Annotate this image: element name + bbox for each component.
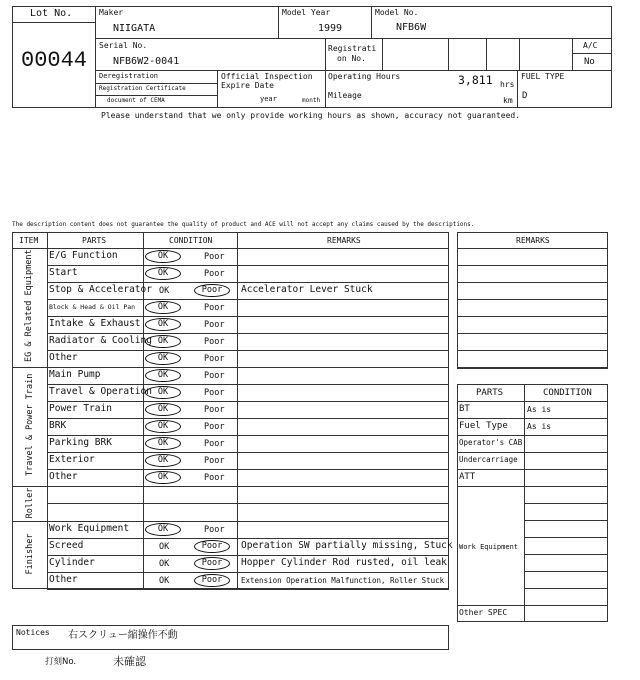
inspection-label-2: Expire Date (221, 81, 274, 90)
group-label-travel: Travel & Power Train (25, 373, 35, 476)
poor-mark: Poor (204, 337, 225, 347)
year-label: year (260, 95, 277, 103)
work-equipment-label: Work Equipment (459, 543, 519, 551)
ok-mark: OK (145, 267, 181, 280)
poor-mark: Poor (204, 388, 225, 398)
other-spec-label: Other SPEC (459, 608, 508, 617)
poor-mark: Poor (204, 354, 225, 364)
fuel-type-value: D (522, 91, 528, 101)
right-part-condition: As is (527, 405, 552, 414)
group-label-finisher: Finisher (25, 533, 35, 575)
remark-text: Hopper Cylinder Rod rusted, oil leak (241, 557, 447, 568)
right-part-condition: As is (527, 422, 552, 431)
ok-mark: OK (145, 420, 181, 433)
right-part-name: BT (459, 404, 470, 414)
ok-mark: OK (145, 318, 181, 331)
right-condition-header: CONDITION (543, 388, 592, 398)
group-label-eg: EG & Related Equipment (24, 249, 34, 362)
maker-label: Maker (99, 8, 124, 17)
poor-mark: Poor (204, 456, 225, 466)
inspection-label-1: Official Inspection (221, 72, 313, 81)
registration-label-2: on No. (337, 54, 366, 63)
stamp-value: 未確認 (113, 655, 146, 668)
ok-mark: OK (145, 335, 181, 348)
poor-mark: Poor (194, 284, 230, 297)
part-name: Other (49, 574, 78, 585)
part-name: Work Equipment (49, 523, 130, 534)
notices-label: Notices (16, 628, 50, 637)
model-year-label: Model Year (282, 8, 331, 17)
col-header-remarks: REMARKS (327, 236, 361, 245)
part-name: E/G Function (49, 250, 118, 261)
remark-text: Extension Operation Malfunction, Roller Stuck (241, 576, 445, 585)
serial-label: Serial No. (99, 41, 148, 50)
registration-label-1: Registrati (328, 44, 377, 53)
part-name: Travel & Operation (49, 386, 152, 397)
poor-mark: Poor (204, 439, 225, 449)
poor-mark: Poor (194, 540, 230, 553)
ok-mark: OK (159, 542, 170, 552)
ok-mark: OK (145, 471, 181, 484)
operating-hours-value: 3,811 (458, 73, 493, 87)
deregistration-label: Deregistration (99, 72, 159, 80)
stamp-label: 打刻No. (45, 657, 77, 667)
right-part-name: Undercarriage (459, 455, 518, 464)
hours-notice: Please understand that we only provide working hours as shown, accuracy not guaranteed. (101, 111, 521, 120)
model-year-value: 1999 (318, 23, 343, 34)
poor-mark: Poor (204, 473, 225, 483)
part-name: Start (49, 267, 78, 278)
col-header-parts: PARTS (82, 236, 107, 245)
group-label-roller: Roller (25, 487, 35, 519)
maker-value: NIIGATA (113, 23, 156, 34)
month-label: month (302, 97, 321, 104)
ok-mark: OK (145, 454, 181, 467)
reg-cert-label: Registration Certificate (99, 85, 186, 92)
mileage-label: Mileage (328, 91, 362, 100)
cema-label: document of CEMA (107, 97, 165, 104)
description-notice: The description content does not guarantee the quality of product and ACE will not accept any claims caused by the descriptions. (12, 221, 475, 228)
part-name: Block & Head & Oil Pan (49, 303, 136, 311)
model-no-label: Model No. (375, 8, 419, 17)
poor-mark: Poor (194, 557, 230, 570)
part-name: Parking BRK (49, 437, 112, 448)
ok-mark: OK (145, 437, 181, 450)
ok-mark: OK (159, 576, 170, 586)
fuel-type-label: FUEL TYPE (521, 72, 565, 81)
lot-number: 00044 (21, 48, 88, 73)
part-name: Other (49, 352, 78, 363)
right-part-name: Operator's CAB (459, 438, 523, 447)
part-name: Exterior (49, 454, 95, 465)
part-name: Stop & Accelerator (49, 284, 152, 295)
poor-mark: Poor (204, 525, 225, 535)
poor-mark: Poor (204, 371, 225, 381)
right-parts-header: PARTS (476, 388, 504, 398)
part-name: Cylinder (49, 557, 95, 568)
ok-mark: OK (145, 369, 181, 382)
part-name: Main Pump (49, 369, 101, 380)
serial-value: NFB6W2-0041 (113, 56, 180, 67)
hrs-unit: hrs (500, 80, 515, 89)
poor-mark: Poor (204, 422, 225, 432)
model-no-value: NFB6W (396, 22, 427, 33)
lot-label: Lot No. (30, 8, 73, 19)
km-unit: km (503, 96, 513, 105)
part-name: BRK (49, 420, 67, 431)
poor-mark: Poor (204, 269, 225, 279)
right-part-name: ATT (459, 472, 476, 482)
ok-mark: OK (145, 523, 181, 536)
part-name: Power Train (49, 403, 112, 414)
part-name: Radiator & Cooling (49, 335, 152, 346)
ok-mark: OK (145, 301, 181, 314)
remark-text: Accelerator Lever Stuck (241, 284, 373, 295)
ok-mark: OK (145, 250, 181, 263)
ok-mark: OK (145, 386, 181, 399)
ok-mark: OK (145, 403, 181, 416)
ac-label: A/C (583, 41, 598, 50)
col-header-condition: CONDITION (169, 236, 213, 245)
poor-mark: Poor (204, 405, 225, 415)
part-name: Screed (49, 540, 84, 551)
ok-mark: OK (145, 352, 181, 365)
ok-mark: OK (159, 559, 170, 569)
poor-mark: Poor (204, 303, 225, 313)
ac-value: No (584, 57, 595, 67)
right-remarks-label: REMARKS (516, 236, 550, 245)
col-header-item: ITEM (19, 236, 39, 245)
poor-mark: Poor (194, 574, 230, 587)
poor-mark: Poor (204, 252, 225, 262)
operating-hours-label: Operating Hours (328, 72, 401, 81)
ok-mark: OK (159, 286, 170, 296)
remark-text: Operation SW partially missing, Stuck (241, 540, 453, 551)
poor-mark: Poor (204, 320, 225, 330)
notices-text: 右スクリュー縮操作不動 (68, 630, 178, 641)
part-name: Other (49, 471, 78, 482)
part-name: Intake & Exhaust (49, 318, 141, 329)
right-part-name: Fuel Type (459, 421, 508, 431)
